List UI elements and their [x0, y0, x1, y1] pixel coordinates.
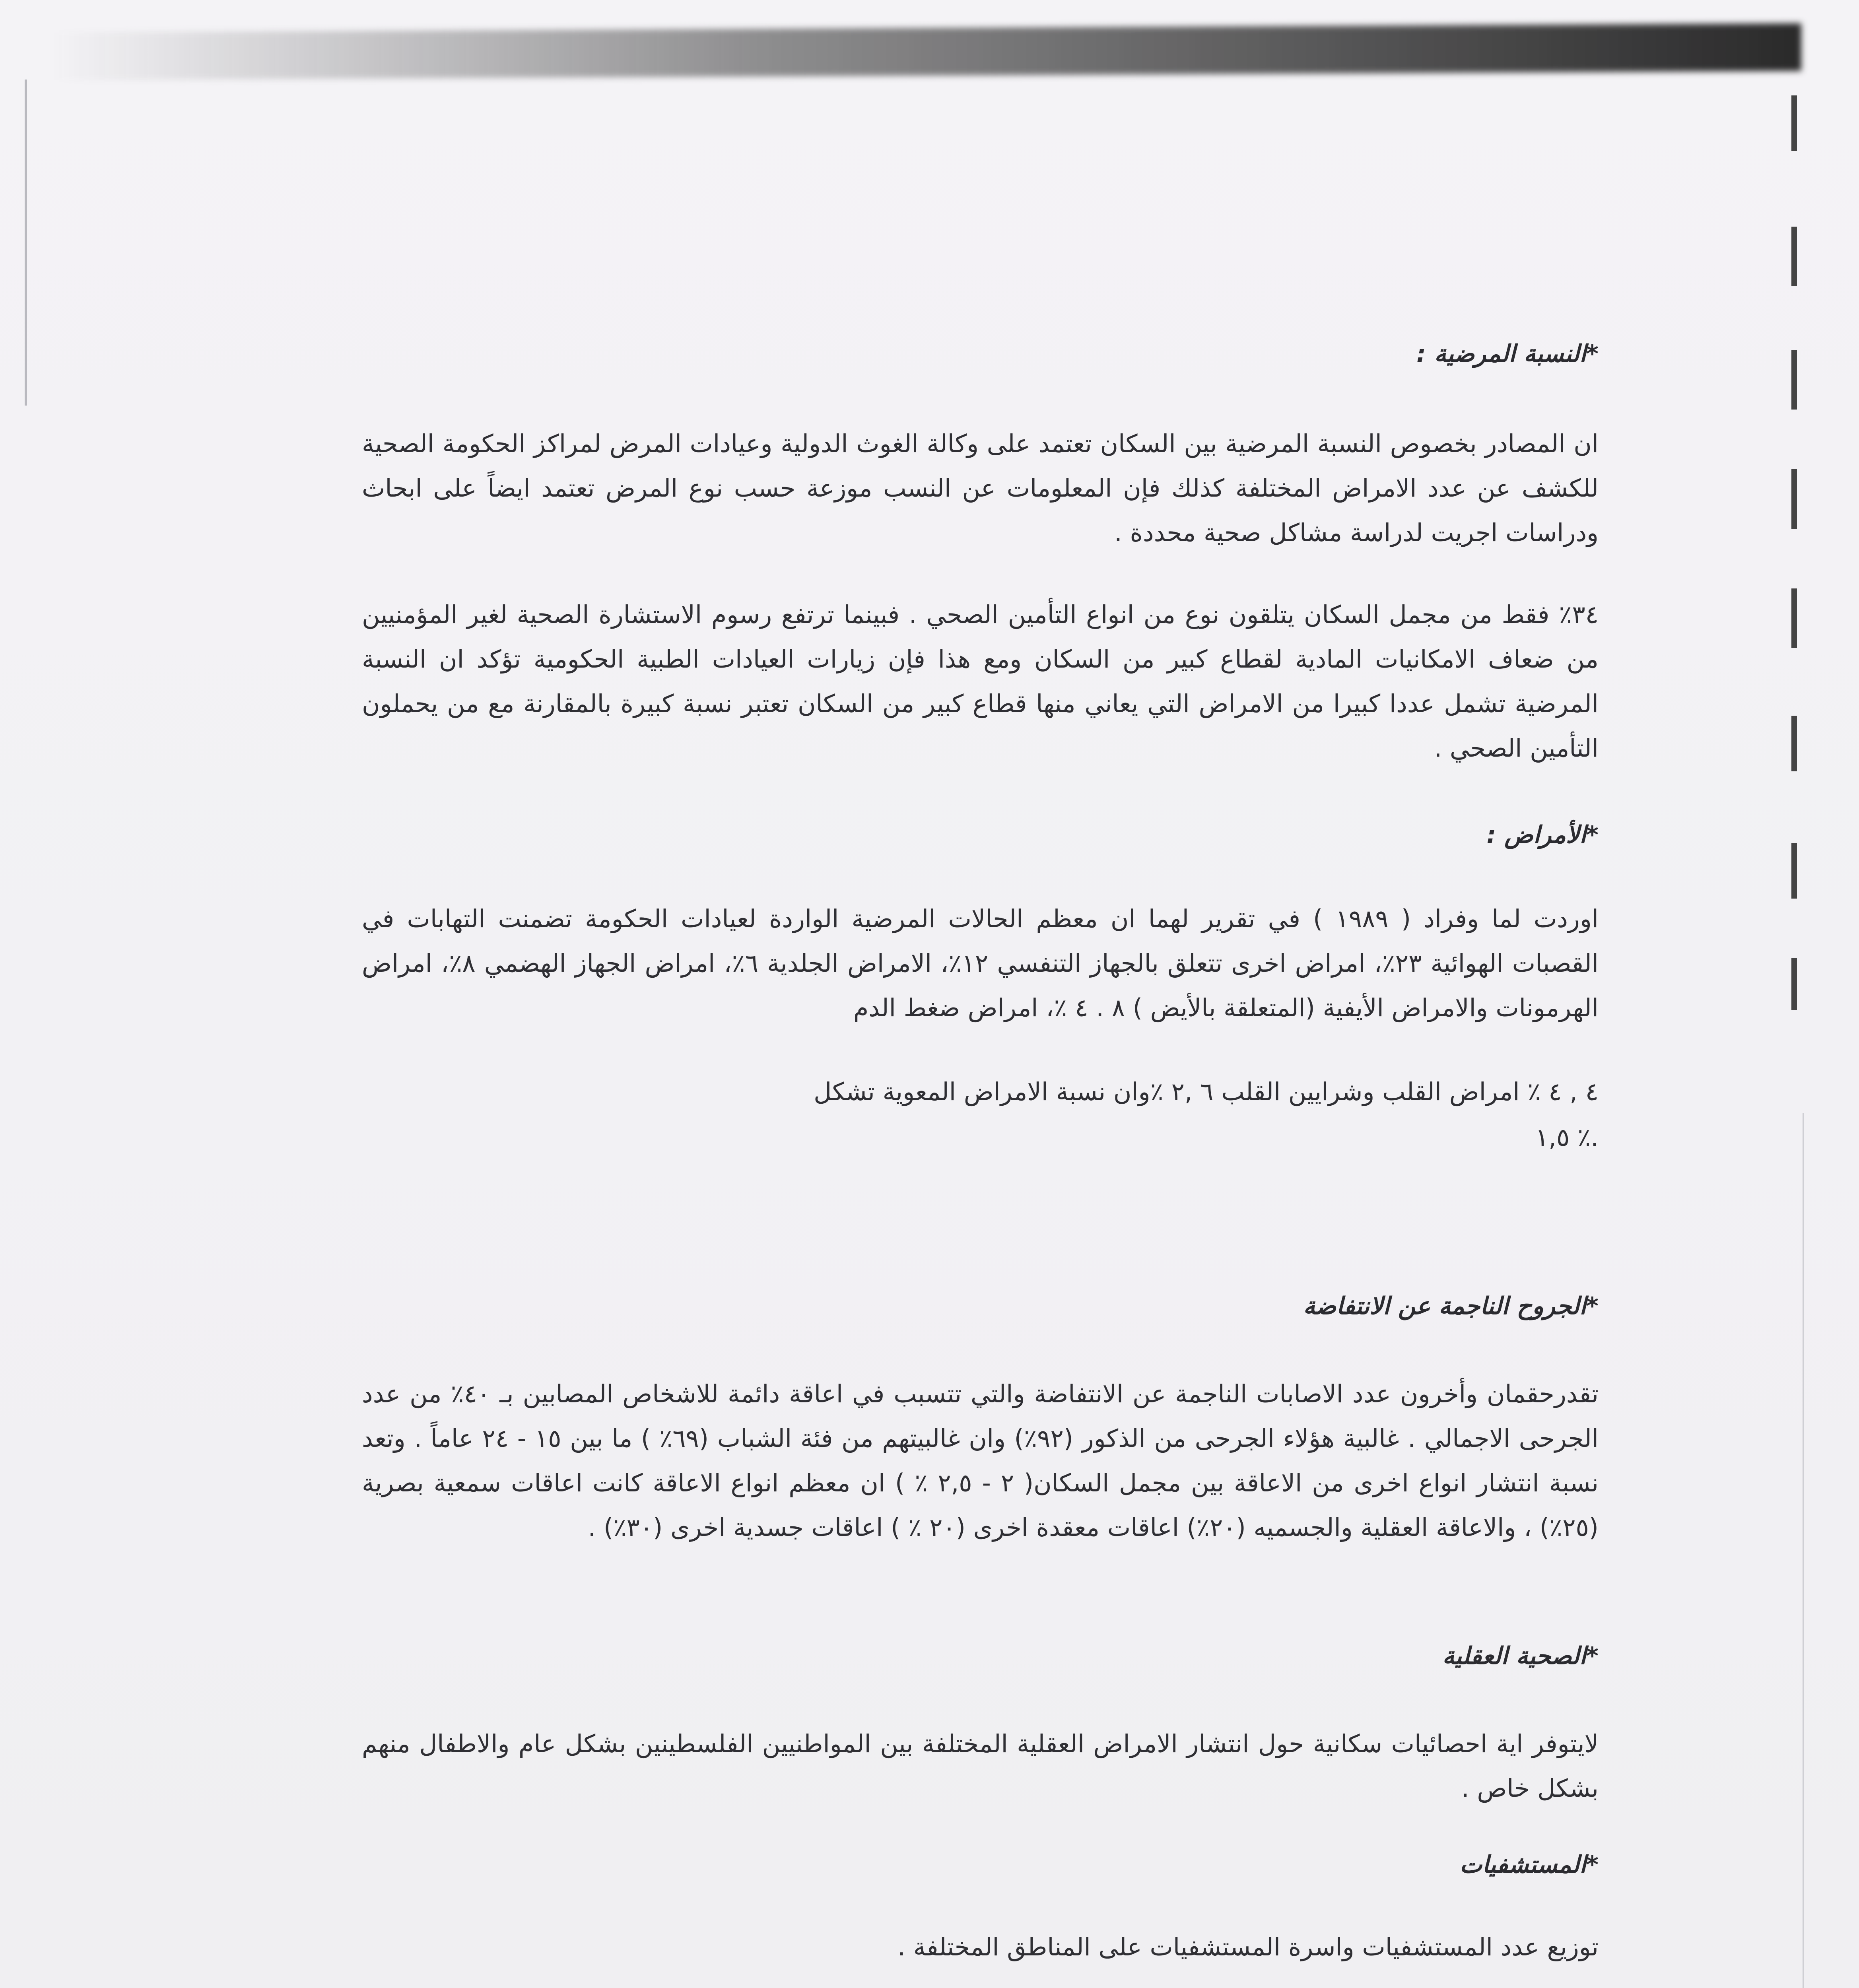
paragraph-intifada-injuries: تقدرحقمان وأخرون عدد الاصابات الناجمة عن الانتفاضة والتي تتسبب في اعاقة دائمة للاشخاص المصابين بـ ٤٠٪ من عدد الجرحى الاجمالي . غالبية هؤلاء الجرحى من الذكور (٩٢٪) وان غالبيتهم من فئة الشباب (٦٩٪ ) ما بين ١٥ - ٢٤ عاماً . وتعد نسبة انتشار انواع اخرى من الاعاقة بين مجمل السكان( ٢ - ٢,٥ ٪ ) ان معظم انواع الاعاقة كانت اعاقات سمعية بصرية (٢٥٪) ، والاعاقة العقلية والجسميه (٢٠٪) اعاقات معقدة اخرى (٢٠ ٪ ) اعاقات جسدية اخرى (٣٠٪) . — [362, 1379, 1599, 1542]
heading-diseases: *الأمراض : — [1486, 821, 1599, 849]
heading-hospitals: *المستشفيات — [1459, 1851, 1599, 1879]
heading-morbidity: *النسبة المرضية : — [1416, 340, 1599, 368]
paragraph-diseases-line-2: ٤ , ٤ ٪ امراض القلب وشرايين القلب ٦ ,٢ ٪وان نسبة الامراض المعوية تشكل — [814, 1077, 1599, 1106]
paragraph-mental-health: لايتوفر اية احصائيات سكانية حول انتشار الامراض العقلية المختلفة بين المواطنيين الفلسطينين بشكل عام والاطفال منهم بشكل خاص . — [362, 1729, 1599, 1803]
paragraph-diseases: اوردت لما وفراد ( ١٩٨٩ ) في تقرير لهما ان معظم الحالات المرضية الواردة لعيادات الحكومة تضمنت التهابات في القصبات الهوائية ٢٣٪، امراض اخرى تتعلق بالجهاز التنفسي ١٢٪، الامراض الجلدية ٦٪، امراض الجهاز الهضمي ٨٪، امراض الهرمونات والامراض الأيفية (المتعلقة بالأيض ) ٨ . ٤ ٪، امراض ضغط الدم — [362, 904, 1599, 1022]
scan-edge-left — [25, 80, 27, 406]
paragraph-diseases-line-3: ١,٥ ٪. — [1535, 1123, 1599, 1152]
scan-shadow — [52, 23, 1801, 80]
table-caption: توزيع عدد المستشفيات واسرة المستشفيات على المناطق المختلفة . — [897, 1932, 1599, 1961]
heading-mental-health: *الصحية العقلية — [1442, 1642, 1599, 1670]
paragraph-morbidity-1: ان المصادر بخصوص النسبة المرضية بين السكان تعتمد على وكالة الغوث الدولية وعيادات المرض لمراكز الحكومة الصحية للكشف عن عدد الامراض المختلفة كذلك فإن المعلومات عن النسب موزعة حسب نوع المرض تعتمد ايضاً على ابحاث ودراسات اجريت لدراسة مشاكل صحية محددة . — [362, 429, 1599, 547]
heading-intifada-injuries: *الجروح الناجمة عن الانتفاضة — [1303, 1292, 1599, 1320]
scan-edge-line — [1803, 1113, 1804, 1988]
paragraph-morbidity-2: ٣٤٪ فقط من مجمل السكان يتلقون نوع من انواع التأمين الصحي . فبينما ترتفع رسوم الاستشارة الصحية لغير المؤمنيين من ضعاف الامكانيات المادية لقطاع كبير من السكان ومع هذا فإن زيارات العيادات الطبية الحكومية تؤكد ان النسبة المرضية تشمل عددا كبيرا من الامراض التي يعاني منها قطاع كبير من السكان تعتبر نسبة كبيرة بالمقارنة مع من يحملون التأمين الصحي . — [362, 600, 1599, 763]
scan-edge-marks — [1791, 95, 1799, 1050]
